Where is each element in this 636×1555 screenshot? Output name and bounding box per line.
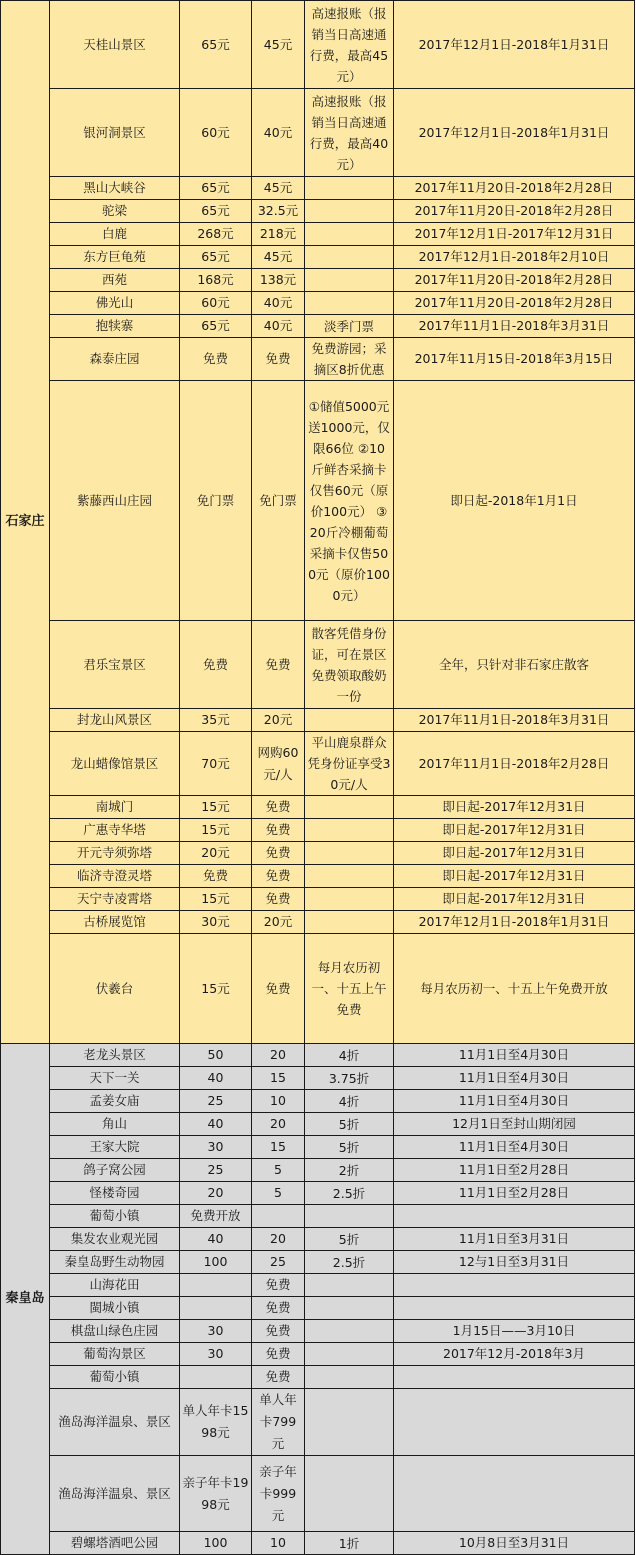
name-cell: 天宁寺凌霄塔 bbox=[50, 888, 180, 911]
price-cell: 100 bbox=[180, 1251, 252, 1274]
price-cell: 15元 bbox=[180, 819, 252, 842]
price-cell bbox=[180, 1274, 252, 1297]
discount-cell: 138元 bbox=[252, 269, 305, 292]
price-cell: 25 bbox=[180, 1090, 252, 1113]
note-cell bbox=[305, 269, 394, 292]
discount-cell: 45元 bbox=[252, 177, 305, 200]
period-cell: 12月1日至封山期闭园 bbox=[394, 1113, 635, 1136]
period-cell: 即日起-2017年12月31日 bbox=[394, 842, 635, 865]
name-cell: 龙山蜡像馆景区 bbox=[50, 732, 180, 796]
period-cell: 11月1日至3月31日 bbox=[394, 1228, 635, 1251]
period-cell: 2017年11月20日-2018年2月28日 bbox=[394, 177, 635, 200]
price-cell: 20 bbox=[180, 1182, 252, 1205]
name-cell: 古桥展览馆 bbox=[50, 911, 180, 934]
name-cell: 葡萄沟景区 bbox=[50, 1343, 180, 1366]
discount-cell: 20 bbox=[252, 1113, 305, 1136]
name-cell: 紫藤西山庄园 bbox=[50, 381, 180, 621]
price-cell: 30 bbox=[180, 1343, 252, 1366]
note-cell bbox=[305, 223, 394, 246]
period-cell bbox=[394, 1274, 635, 1297]
note-cell bbox=[305, 246, 394, 269]
discount-cell: 免费 bbox=[252, 1320, 305, 1343]
note-cell: 高速报账（报销当日高速通行费，最高40元） bbox=[305, 89, 394, 177]
name-cell: 广惠寺华塔 bbox=[50, 819, 180, 842]
table-row bbox=[1, 911, 635, 934]
price-cell: 65元 bbox=[180, 1, 252, 89]
discount-cell: 45元 bbox=[252, 1, 305, 89]
name-cell: 閩城小镇 bbox=[50, 1297, 180, 1320]
note-cell: 4折 bbox=[305, 1090, 394, 1113]
discount-cell: 10 bbox=[252, 1090, 305, 1113]
period-cell: 即日起-2018年1月1日 bbox=[394, 381, 635, 621]
discount-cell: 免费 bbox=[252, 842, 305, 865]
name-cell: 碧螺塔酒吧公园 bbox=[50, 1532, 180, 1555]
discount-cell: 免费 bbox=[252, 1343, 305, 1366]
price-cell: 30 bbox=[180, 1136, 252, 1159]
price-cell: 30元 bbox=[180, 911, 252, 934]
note-cell bbox=[305, 911, 394, 934]
price-cell: 168元 bbox=[180, 269, 252, 292]
name-cell: 集发农业观光园 bbox=[50, 1228, 180, 1251]
price-cell: 40 bbox=[180, 1113, 252, 1136]
period-cell: 11月1日至4月30日 bbox=[394, 1044, 635, 1067]
note-cell: 3.75折 bbox=[305, 1067, 394, 1090]
discount-cell: 免费 bbox=[252, 1297, 305, 1320]
period-cell: 11月1日至2月28日 bbox=[394, 1182, 635, 1205]
price-cell: 70元 bbox=[180, 732, 252, 796]
price-cell: 免门票 bbox=[180, 381, 252, 621]
price-cell: 60元 bbox=[180, 292, 252, 315]
period-cell: 11月1日至2月28日 bbox=[394, 1159, 635, 1182]
note-cell bbox=[305, 1320, 394, 1343]
note-cell bbox=[305, 819, 394, 842]
note-cell: 每月农历初一、十五上午免费 bbox=[305, 934, 394, 1044]
period-cell: 1月15日——3月10日 bbox=[394, 1320, 635, 1343]
price-cell bbox=[180, 1366, 252, 1389]
name-cell: 伏羲台 bbox=[50, 934, 180, 1044]
period-cell: 2017年12月1日-2018年1月31日 bbox=[394, 89, 635, 177]
note-cell bbox=[305, 1297, 394, 1320]
price-cell: 50 bbox=[180, 1044, 252, 1067]
name-cell: 孟姜女庙 bbox=[50, 1090, 180, 1113]
table-row bbox=[1, 1205, 635, 1228]
table-row bbox=[1, 1044, 635, 1067]
period-cell: 2017年12月1日-2017年12月31日 bbox=[394, 223, 635, 246]
name-cell: 佛光山 bbox=[50, 292, 180, 315]
table-row bbox=[1, 1182, 635, 1205]
price-cell: 268元 bbox=[180, 223, 252, 246]
name-cell: 东方巨龟苑 bbox=[50, 246, 180, 269]
table-row bbox=[1, 177, 635, 200]
table-row bbox=[1, 888, 635, 911]
price-cell: 35元 bbox=[180, 709, 252, 732]
note-cell bbox=[305, 1205, 394, 1228]
name-cell: 棋盘山绿色庄园 bbox=[50, 1320, 180, 1343]
discount-cell: 免费 bbox=[252, 1366, 305, 1389]
period-cell: 11月1日至4月30日 bbox=[394, 1090, 635, 1113]
note-cell: 散客凭借身份证，可在景区免费领取酸奶一份 bbox=[305, 621, 394, 709]
discount-cell: 单人年卡799元 bbox=[252, 1389, 305, 1456]
name-cell: 葡萄小镇 bbox=[50, 1205, 180, 1228]
price-cell: 亲子年卡1998元 bbox=[180, 1456, 252, 1532]
discount-cell: 15 bbox=[252, 1136, 305, 1159]
price-cell: 免费开放 bbox=[180, 1205, 252, 1228]
name-cell: 渔岛海洋温泉、景区 bbox=[50, 1389, 180, 1456]
table-row bbox=[1, 621, 635, 709]
price-cell: 65元 bbox=[180, 177, 252, 200]
price-cell: 65元 bbox=[180, 315, 252, 338]
name-cell: 怪楼奇园 bbox=[50, 1182, 180, 1205]
table-row bbox=[1, 1320, 635, 1343]
discount-cell: 218元 bbox=[252, 223, 305, 246]
price-cell bbox=[180, 1297, 252, 1320]
note-cell bbox=[305, 796, 394, 819]
name-cell: 封龙山风景区 bbox=[50, 709, 180, 732]
table-row bbox=[1, 865, 635, 888]
table-row bbox=[1, 315, 635, 338]
period-cell: 即日起-2017年12月31日 bbox=[394, 888, 635, 911]
discount-cell: 40元 bbox=[252, 315, 305, 338]
period-cell: 即日起-2017年12月31日 bbox=[394, 865, 635, 888]
table-row bbox=[1, 819, 635, 842]
note-cell bbox=[305, 1366, 394, 1389]
discount-cell: 20 bbox=[252, 1044, 305, 1067]
note-cell: 4折 bbox=[305, 1044, 394, 1067]
discount-cell: 45元 bbox=[252, 246, 305, 269]
discount-cell: 免费 bbox=[252, 934, 305, 1044]
period-cell: 11月1日至4月30日 bbox=[394, 1067, 635, 1090]
table-row bbox=[1, 1159, 635, 1182]
table-row bbox=[1, 1366, 635, 1389]
period-cell: 2017年11月15日-2018年3月15日 bbox=[394, 338, 635, 381]
period-cell: 即日起-2017年12月31日 bbox=[394, 819, 635, 842]
period-cell: 2017年12月1日-2018年1月31日 bbox=[394, 1, 635, 89]
period-cell: 2017年11月1日-2018年2月28日 bbox=[394, 732, 635, 796]
discount-cell: 40元 bbox=[252, 292, 305, 315]
name-cell: 秦皇岛野生动物园 bbox=[50, 1251, 180, 1274]
table-row bbox=[1, 223, 635, 246]
discount-cell: 免费 bbox=[252, 865, 305, 888]
period-cell: 2017年11月1日-2018年3月31日 bbox=[394, 709, 635, 732]
table-row bbox=[1, 292, 635, 315]
period-cell: 每月农历初一、十五上午免费开放 bbox=[394, 934, 635, 1044]
table-row bbox=[1, 1297, 635, 1320]
note-cell bbox=[305, 1274, 394, 1297]
table-row bbox=[1, 1343, 635, 1366]
name-cell: 君乐宝景区 bbox=[50, 621, 180, 709]
note-cell: 2.5折 bbox=[305, 1251, 394, 1274]
period-cell: 2017年11月20日-2018年2月28日 bbox=[394, 269, 635, 292]
period-cell: 2017年11月20日-2018年2月28日 bbox=[394, 200, 635, 223]
table-row bbox=[1, 1228, 635, 1251]
price-cell: 单人年卡1598元 bbox=[180, 1389, 252, 1456]
period-cell: 12与1日至3月31日 bbox=[394, 1251, 635, 1274]
note-cell: 平山鹿泉群众凭身份证享受30元/人 bbox=[305, 732, 394, 796]
note-cell bbox=[305, 1343, 394, 1366]
price-cell: 65元 bbox=[180, 246, 252, 269]
table-body bbox=[1, 1, 635, 1555]
period-cell bbox=[394, 1456, 635, 1532]
price-cell: 25 bbox=[180, 1159, 252, 1182]
price-cell: 15元 bbox=[180, 888, 252, 911]
name-cell: 王家大院 bbox=[50, 1136, 180, 1159]
discount-cell: 5 bbox=[252, 1182, 305, 1205]
price-cell: 40 bbox=[180, 1067, 252, 1090]
discount-cell: 5 bbox=[252, 1159, 305, 1182]
note-cell bbox=[305, 177, 394, 200]
period-cell bbox=[394, 1366, 635, 1389]
price-cell: 免费 bbox=[180, 865, 252, 888]
discount-cell: 15 bbox=[252, 1067, 305, 1090]
price-cell: 免费 bbox=[180, 338, 252, 381]
note-cell: 2折 bbox=[305, 1159, 394, 1182]
table-row bbox=[1, 1456, 635, 1532]
table-row bbox=[1, 1274, 635, 1297]
name-cell: 天下一关 bbox=[50, 1067, 180, 1090]
discount-cell: 网购60元/人 bbox=[252, 732, 305, 796]
name-cell: 角山 bbox=[50, 1113, 180, 1136]
note-cell: 1折 bbox=[305, 1532, 394, 1555]
name-cell: 葡萄小镇 bbox=[50, 1366, 180, 1389]
price-cell: 40 bbox=[180, 1228, 252, 1251]
table-row bbox=[1, 1136, 635, 1159]
note-cell: 5折 bbox=[305, 1136, 394, 1159]
table-row bbox=[1, 1067, 635, 1090]
price-cell: 免费 bbox=[180, 621, 252, 709]
note-cell: 免费游园；采摘区8折优惠 bbox=[305, 338, 394, 381]
discount-cell: 免费 bbox=[252, 338, 305, 381]
table-row bbox=[1, 732, 635, 796]
discount-cell: 20元 bbox=[252, 709, 305, 732]
discount-cell: 40元 bbox=[252, 89, 305, 177]
table-row bbox=[1, 200, 635, 223]
table-row bbox=[1, 1389, 635, 1456]
price-cell: 65元 bbox=[180, 200, 252, 223]
name-cell: 白鹿 bbox=[50, 223, 180, 246]
note-cell: 淡季门票 bbox=[305, 315, 394, 338]
note-cell bbox=[305, 842, 394, 865]
name-cell: 老龙头景区 bbox=[50, 1044, 180, 1067]
period-cell: 2017年11月1日-2018年3月31日 bbox=[394, 315, 635, 338]
note-cell bbox=[305, 865, 394, 888]
table-row bbox=[1, 269, 635, 292]
note-cell: ①储值5000元送1000元，仅限66位 ②10斤鲜杏采摘卡仅售60元（原价100元） ③20斤冷棚葡萄采摘卡仅售500元（原价1000元） bbox=[305, 381, 394, 621]
period-cell bbox=[394, 1389, 635, 1456]
table-row bbox=[1, 796, 635, 819]
discount-cell: 25 bbox=[252, 1251, 305, 1274]
table-row bbox=[1, 842, 635, 865]
discount-cell: 免费 bbox=[252, 1274, 305, 1297]
price-cell: 15元 bbox=[180, 934, 252, 1044]
period-cell: 2017年12月1日-2018年2月10日 bbox=[394, 246, 635, 269]
name-cell: 山海花田 bbox=[50, 1274, 180, 1297]
name-cell: 临济寺澄灵塔 bbox=[50, 865, 180, 888]
table-row bbox=[1, 1113, 635, 1136]
name-cell: 渔岛海洋温泉、景区 bbox=[50, 1456, 180, 1532]
period-cell: 2017年12月1日-2018年1月31日 bbox=[394, 911, 635, 934]
name-cell: 开元寺须弥塔 bbox=[50, 842, 180, 865]
table-row bbox=[1, 381, 635, 621]
note-cell bbox=[305, 200, 394, 223]
table-row bbox=[1, 934, 635, 1044]
name-cell: 天桂山景区 bbox=[50, 1, 180, 89]
note-cell: 5折 bbox=[305, 1113, 394, 1136]
name-cell: 南城门 bbox=[50, 796, 180, 819]
period-cell: 全年，只针对非石家庄散客 bbox=[394, 621, 635, 709]
note-cell: 高速报账（报销当日高速通行费，最高45元） bbox=[305, 1, 394, 89]
period-cell bbox=[394, 1205, 635, 1228]
table-row bbox=[1, 1, 635, 89]
period-cell: 2017年12月-2018年3月 bbox=[394, 1343, 635, 1366]
price-cell: 100 bbox=[180, 1532, 252, 1555]
price-cell: 30 bbox=[180, 1320, 252, 1343]
discount-cell: 免费 bbox=[252, 888, 305, 911]
note-cell bbox=[305, 292, 394, 315]
note-cell bbox=[305, 1389, 394, 1456]
discount-cell: 20元 bbox=[252, 911, 305, 934]
note-cell bbox=[305, 888, 394, 911]
table-row bbox=[1, 709, 635, 732]
price-cell: 20元 bbox=[180, 842, 252, 865]
period-cell: 11月1日至4月30日 bbox=[394, 1136, 635, 1159]
name-cell: 森泰庄园 bbox=[50, 338, 180, 381]
period-cell: 即日起-2017年12月31日 bbox=[394, 796, 635, 819]
period-cell: 2017年11月20日-2018年2月28日 bbox=[394, 292, 635, 315]
discount-cell: 免费 bbox=[252, 819, 305, 842]
table-row bbox=[1, 338, 635, 381]
name-cell: 抱犊寨 bbox=[50, 315, 180, 338]
period-cell bbox=[394, 1297, 635, 1320]
table-row bbox=[1, 1251, 635, 1274]
name-cell: 黑山大峡谷 bbox=[50, 177, 180, 200]
discount-cell: 20 bbox=[252, 1228, 305, 1251]
note-cell bbox=[305, 1456, 394, 1532]
city-cell: 石家庄 bbox=[1, 1, 50, 1044]
table-row bbox=[1, 89, 635, 177]
name-cell: 西苑 bbox=[50, 269, 180, 292]
note-cell: 5折 bbox=[305, 1228, 394, 1251]
price-cell: 15元 bbox=[180, 796, 252, 819]
period-cell: 10月8日至3月31日 bbox=[394, 1532, 635, 1555]
name-cell: 鸽子窝公园 bbox=[50, 1159, 180, 1182]
discount-cell: 32.5元 bbox=[252, 200, 305, 223]
discount-cell: 免费 bbox=[252, 621, 305, 709]
discount-cell: 免门票 bbox=[252, 381, 305, 621]
discount-cell: 亲子年卡999元 bbox=[252, 1456, 305, 1532]
note-cell bbox=[305, 709, 394, 732]
note-cell: 2.5折 bbox=[305, 1182, 394, 1205]
name-cell: 银河洞景区 bbox=[50, 89, 180, 177]
price-cell: 60元 bbox=[180, 89, 252, 177]
name-cell: 驼梁 bbox=[50, 200, 180, 223]
table-row bbox=[1, 1532, 635, 1555]
table-row bbox=[1, 246, 635, 269]
discount-cell: 10 bbox=[252, 1532, 305, 1555]
city-cell: 秦皇岛 bbox=[1, 1044, 50, 1555]
discount-cell bbox=[252, 1205, 305, 1228]
table-row bbox=[1, 1090, 635, 1113]
discount-cell: 免费 bbox=[252, 796, 305, 819]
